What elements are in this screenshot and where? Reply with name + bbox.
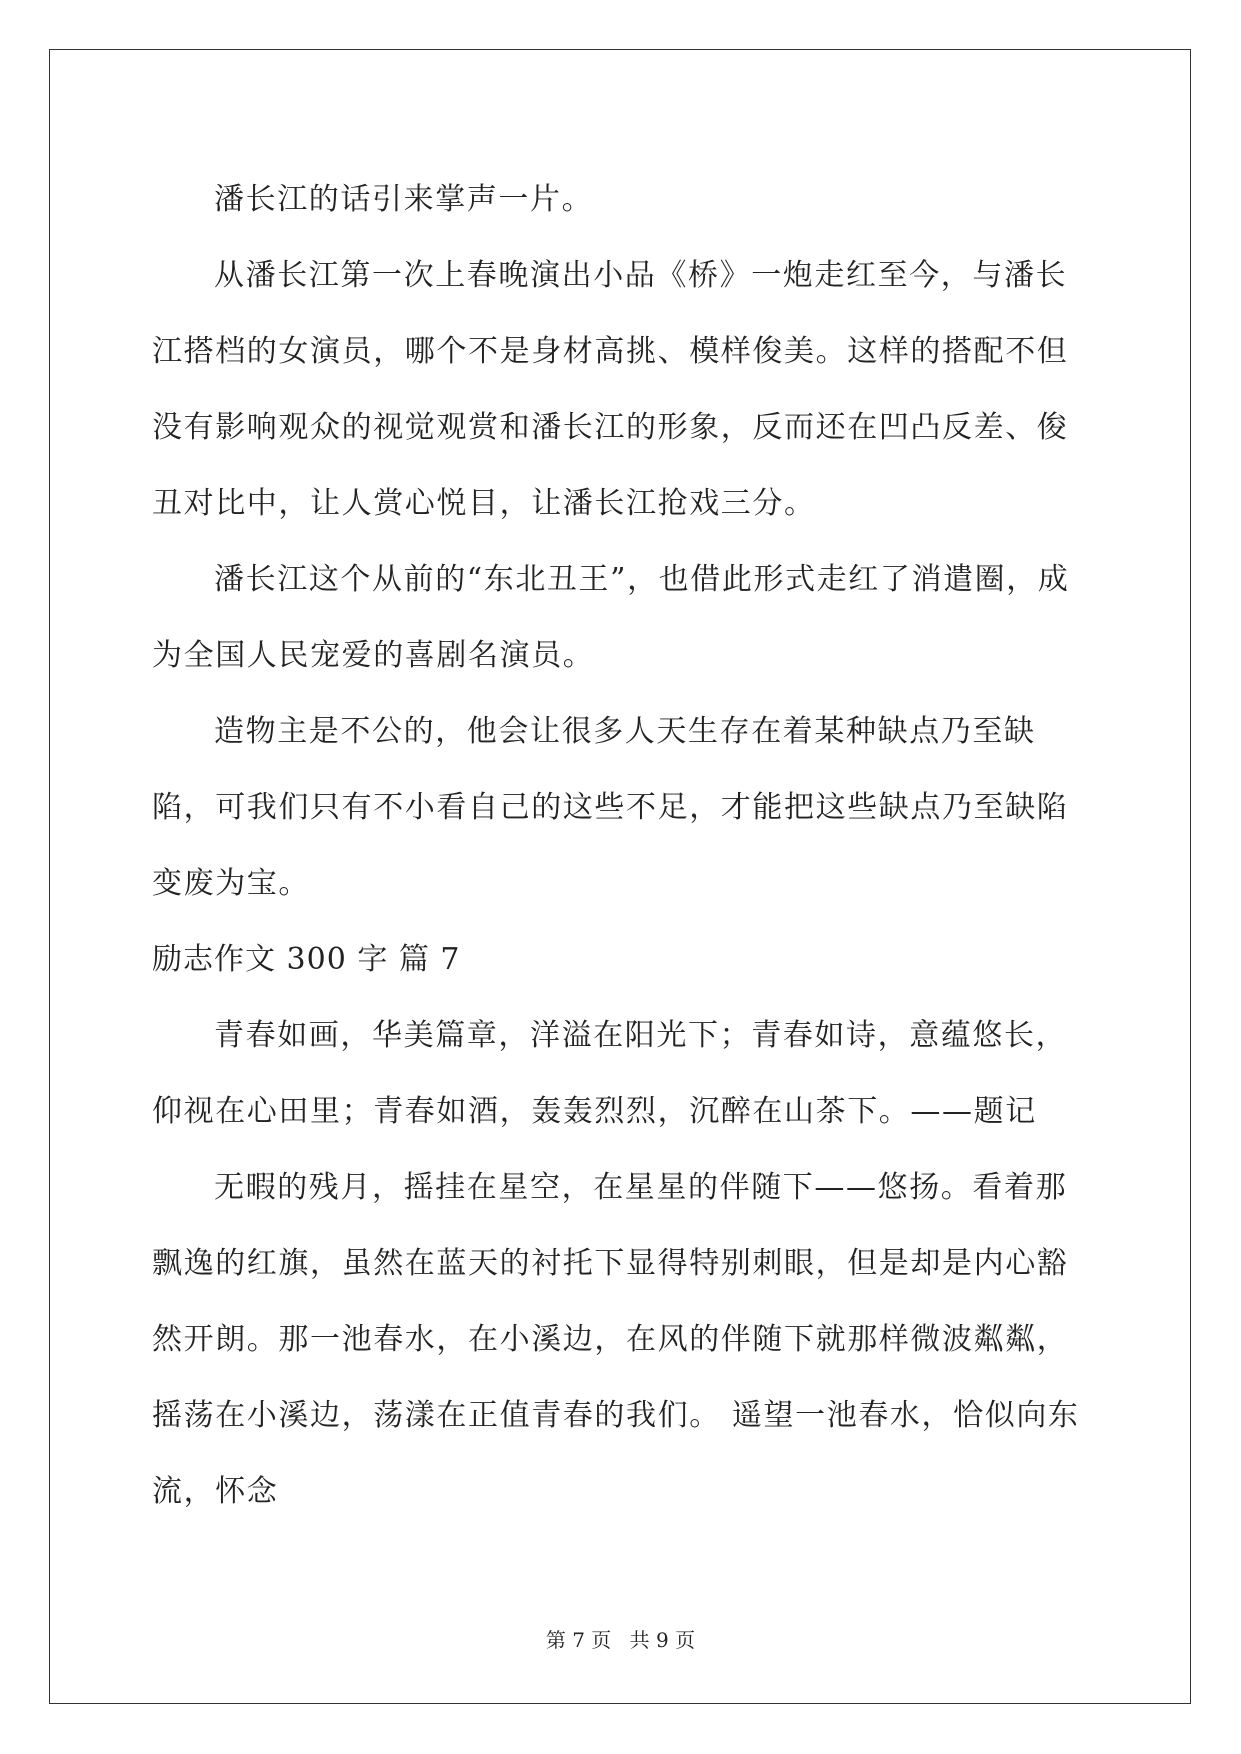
paragraph: 潘长江这个从前的“东北丑王”，也借此形式走红了消遣圈，成为全国人民宠爱的喜剧名演员。 [152, 562, 1070, 673]
paragraph: 无暇的残月，摇挂在星空，在星星的伴随下——悠扬。看着那飘逸的红旗，虽然在蓝天的衬托下显得特别刺眼，但是却是内心豁然开朗。那一池春水，在小溪边，在风的伴随下就那样微波粼粼，摇荡在小溪边，荡漾在正值青春的我们。 遥望一池春水，恰似向东流，怀念 [152, 1170, 1080, 1509]
paragraph: 造物主是不公的，他会让很多人天生存在着某种缺点乃至缺陷，可我们只有不小看自己的这些不足，才能把这些缺点乃至缺陷变废为宝。 [152, 714, 1069, 901]
document-body [152, 162, 1096, 1530]
paragraph: 潘长江的话引来掌声一片。 [214, 182, 594, 217]
page-footer [0, 1624, 1241, 1653]
page-number: 第 7 页 [545, 1628, 612, 1652]
page-total: 共 9 页 [629, 1628, 696, 1652]
paragraph: 青春如画，华美篇章，洋溢在阳光下；青春如诗，意蕴悠长，仰视在心田里；青春如酒，轰轰烈烈，沉醉在山茶下。——题记 [152, 1018, 1068, 1129]
paragraph: 从潘长江第一次上春晚演出小品《桥》一炮走红至今，与潘长江搭档的女演员，哪个不是身材高挑、模样俊美。这样的搭配不但没有影响观众的视觉观赏和潘长江的形象，反而还在凹凸反差、俊丑对比中，让人赏心悦目，让潘长江抢戏三分。 [152, 258, 1069, 521]
section-heading: 励志作文 300 字 篇 7 [152, 942, 461, 977]
